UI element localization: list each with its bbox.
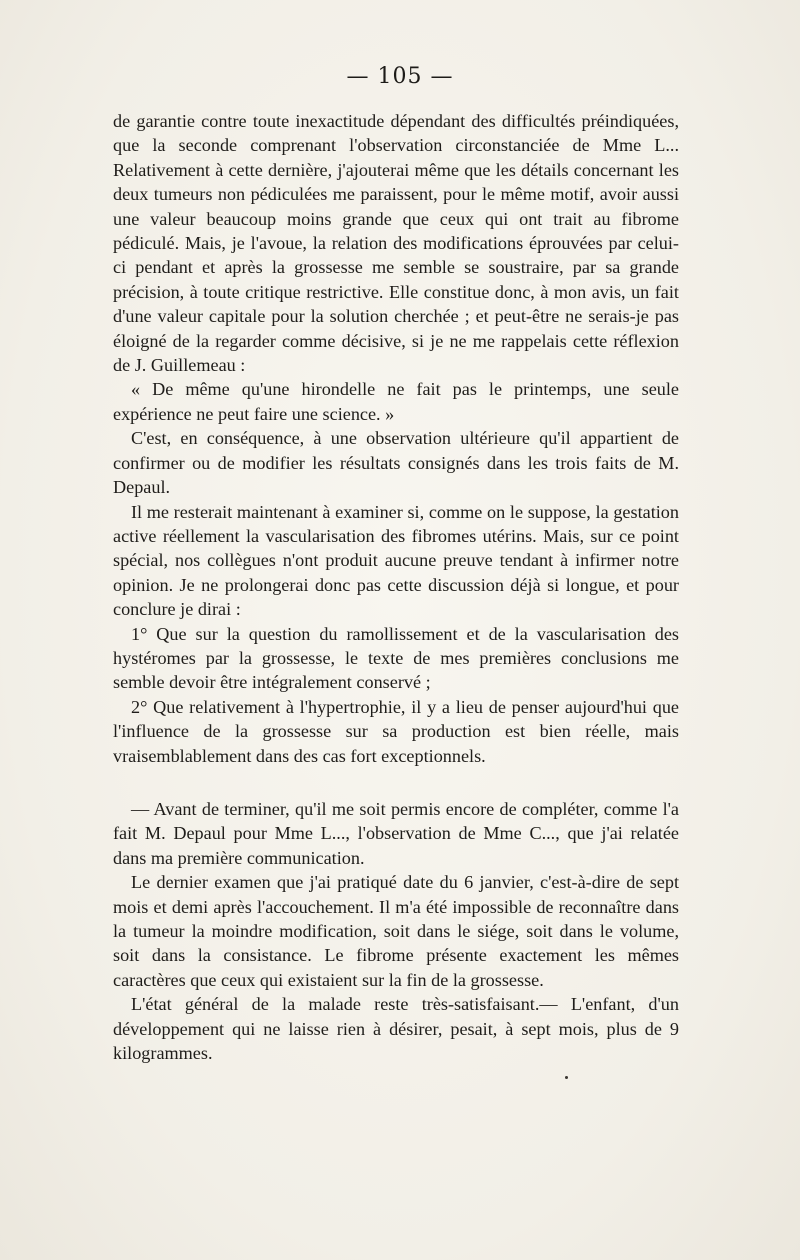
ink-speck bbox=[565, 1076, 568, 1079]
paragraph: Le dernier examen que j'ai pratiqué date du 6 janvier, c'est-à-dire de sept mois et demi après l'accouchement. Il m'a été impossible de reconnaître dans la tumeur la moindre modification, soit dans le siége, soit dans le volume, soit dans la consistance. Le fibrome présente exactement les mêmes caractères que ceux qui existaient sur la fin de la grossesse. bbox=[113, 872, 679, 990]
conclusion-item-2: 2° Que relativement à l'hypertrophie, il y a lieu de penser aujourd'hui que l'influence de la grossesse sur sa production est bien réelle, mais vraisemblablement dans des cas fort exceptionnels. bbox=[113, 696, 679, 766]
page-number: — 105 — bbox=[346, 64, 454, 89]
paragraph: C'est, en conséquence, à une observation ultérieure qu'il appartient de confirmer ou de modifier les résultats consignés dans les trois faits de M. Depaul. bbox=[113, 428, 679, 498]
conclusion-item-1: 1° Que sur la question du ramollissement et de la vascularisation des hystéromes par la grossesse, le texte de mes premières conclusions me semble devoir être intégralement conservé ; bbox=[113, 623, 679, 693]
text-section-2 bbox=[113, 797, 679, 1065]
paragraph: de garantie contre toute inexactitude dépendant des difficultés préindiquées, que la seconde comprenant l'observation circonstanciée de Mme L... Relativement à cette dernière, j'ajouterai même que les détails concernant les deux tumeurs non pédiculées me paraissent, pour le même motif, avoir aussi une valeur beaucoup moins grande que ceux qui ont trait au fibrome pédiculé. Mais, je l'avoue, la relation des modifications éprouvées par celui-ci pendant et après la grossesse me semble se soustraire, par sa grande précision, à toute critique restrictive. Elle constitue donc, à mon avis, un fait d'une valeur capitale pour la solution cherchée ; et peut-être ne serais-je pas éloigné de la regarder comme décisive, si je ne me rappelais cette réflexion de J. Guillemeau : bbox=[113, 111, 679, 376]
paragraph: L'état général de la malade reste très-satisfaisant.— L'enfant, d'un développement qui ne laisse rien à désirer, pesait, à sept mois, plus de 9 kilogrammes. bbox=[113, 994, 679, 1064]
quotation-paragraph: « De même qu'une hirondelle ne fait pas le printemps, une seule expérience ne peut faire une science. » bbox=[113, 379, 679, 424]
paragraph: Il me resterait maintenant à examiner si, comme on le suppose, la gestation active réellement la vascularisation des fibromes utérins. Mais, sur ce point spécial, nos collègues n'ont produit aucune preuve tendant à infirmer notre opinion. Je ne prolongerai donc pas cette discussion déjà si longue, et pour conclure je dirai : bbox=[113, 501, 679, 620]
text-section-1 bbox=[113, 109, 679, 768]
paragraph: — Avant de terminer, qu'il me soit permis encore de compléter, comme l'a fait M. Depaul pour Mme L..., l'observation de Mme C..., que j'ai relatée dans ma première communication. bbox=[113, 799, 679, 868]
